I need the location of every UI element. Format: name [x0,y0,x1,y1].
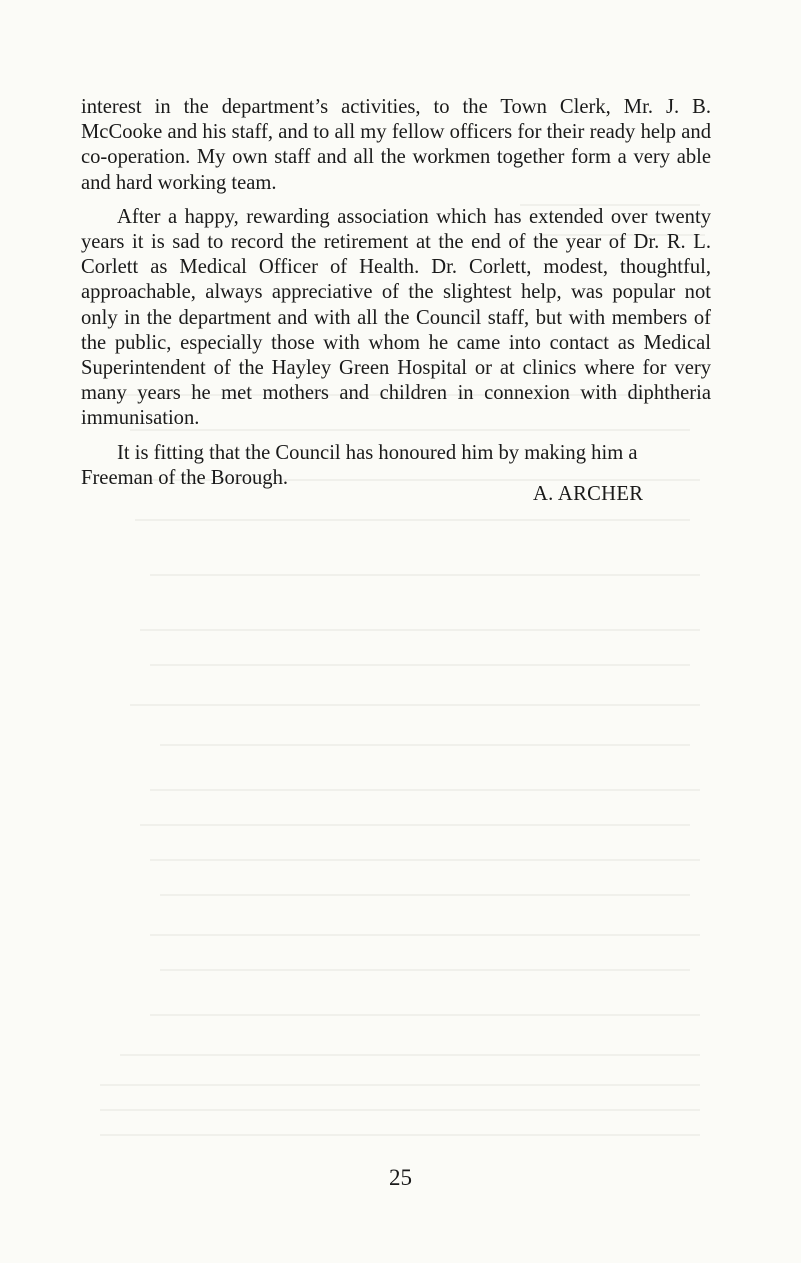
paragraph-acknowledgements: interest in the department’s activities, to the Town Clerk, Mr. J. B. McCooke and his staff, and to all my fellow officers for their ready help and co-operation. My own staff and all the workmen together form a very able and hard working team. [81,96,711,194]
page-number: 25 [389,1165,412,1190]
body-text [81,95,711,500]
signature: A. ARCHER [533,483,644,505]
paragraph-retirement: After a happy, rewarding association which has extended over twenty years it is sad to record the retirement at the end of the year of Dr. R. L. Corlett as Medical Officer of Health. Dr. Corlett, modest, thoughtful, approachable, always appreciative of the slightest help, was popular not only in the department and with all the Council staff, but with members of the public, especially those with whom he came into contact as Medical Superintendent of the Hayley Green Hospital or at clinics where for very many years he met mothers and children in connexion with diphtheria immunisation. [81,205,711,430]
paragraph-freeman: It is fitting that the Council has honoured him by making him a Freeman of the Borough. [81,441,638,489]
